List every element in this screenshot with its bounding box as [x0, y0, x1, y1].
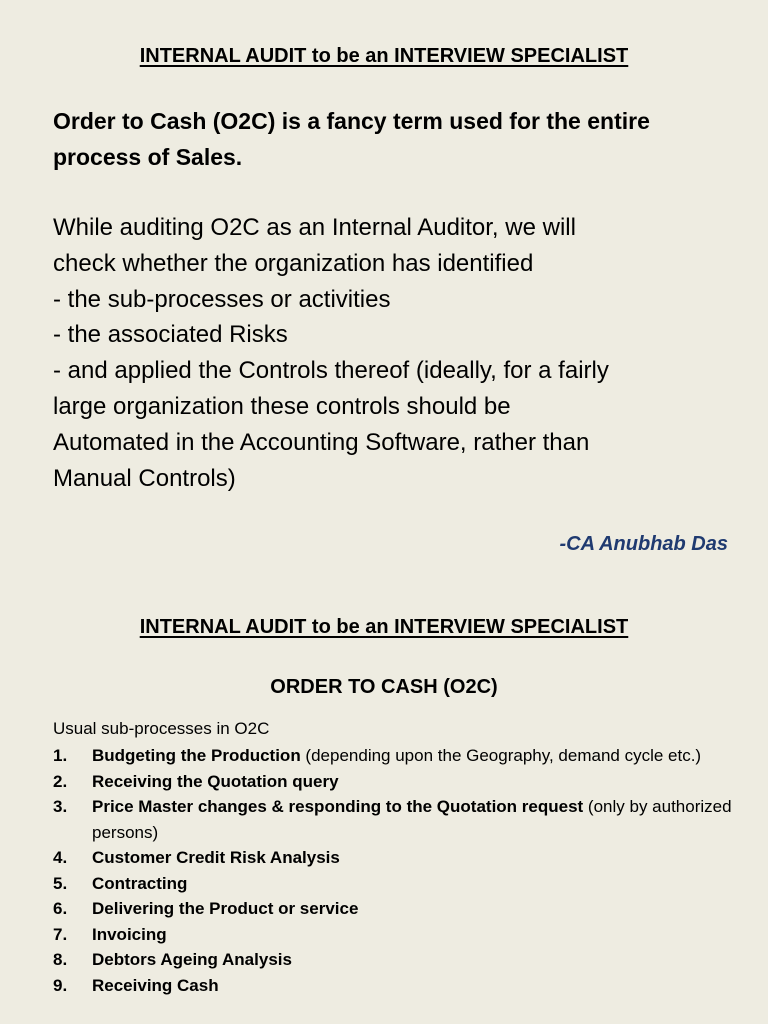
body-line: - the associated Risks [53, 321, 288, 349]
list-item-number: 4. [53, 848, 68, 867]
section-heading: ORDER TO CASH (O2C) [270, 676, 498, 698]
list-item-number: 3. [53, 797, 68, 816]
list-item [53, 871, 743, 897]
body-line: - the sub-processes or activities [53, 285, 391, 313]
slide-2 [0, 600, 768, 1024]
list-item [53, 973, 743, 999]
body-line: While auditing O2C as an Internal Auditor, we will [53, 214, 576, 241]
list-item-title: Customer Credit Risk Analysis [92, 848, 340, 867]
list-intro: Usual sub-processes in O2C [53, 719, 270, 738]
list-item-note: (only by authorized persons) [92, 797, 732, 842]
body-line: Automated in the Accounting Software, rather than [53, 428, 590, 456]
list-item [53, 922, 743, 948]
list-item-number: 8. [53, 950, 68, 969]
list-item-title: Debtors Ageing Analysis [92, 950, 292, 969]
list-item-title: Budgeting the Production [92, 746, 301, 765]
sub-process-list [53, 743, 743, 998]
list-item-number: 5. [53, 873, 68, 893]
list-item [53, 947, 743, 973]
author-signature: -CA Anubhab Das [559, 533, 728, 555]
list-item-number: 7. [53, 924, 68, 944]
body-line: - and applied the Controls thereof (ideally, for a fairly [53, 357, 609, 385]
body-line: check whether the organization has identified [53, 249, 534, 277]
list-item-number: 1. [53, 746, 68, 765]
list-item-number: 6. [53, 899, 68, 918]
list-item [53, 896, 743, 922]
slide-1-title: INTERNAL AUDIT to be an INTERVIEW SPECIALIST [139, 45, 629, 67]
list-item-title: Price Master changes & responding to the Quotation request [92, 797, 584, 816]
body-line: large organization these controls should be [53, 392, 511, 420]
list-item-number: 2. [53, 771, 68, 791]
headline: Order to Cash (O2C) is a fancy term used for the entire process of Sales. [53, 108, 650, 170]
list-item-title: Contracting [92, 873, 188, 893]
list-item [53, 845, 743, 871]
body-text [53, 210, 743, 496]
list-item [53, 743, 743, 769]
list-item-number: 9. [53, 975, 68, 995]
list-item-title: Delivering the Product or service [92, 899, 359, 918]
list-item-note: (depending upon the Geography, demand cycle etc.) [300, 746, 702, 765]
list-item [53, 794, 743, 845]
list-item-title: Receiving Cash [92, 975, 219, 995]
list-item-title: Receiving the Quotation query [92, 771, 339, 791]
list-item-title: Invoicing [92, 924, 167, 944]
slide-2-title: INTERNAL AUDIT to be an INTERVIEW SPECIALIST [139, 616, 629, 638]
list-item [53, 769, 743, 795]
body-line: Manual Controls) [53, 464, 236, 492]
